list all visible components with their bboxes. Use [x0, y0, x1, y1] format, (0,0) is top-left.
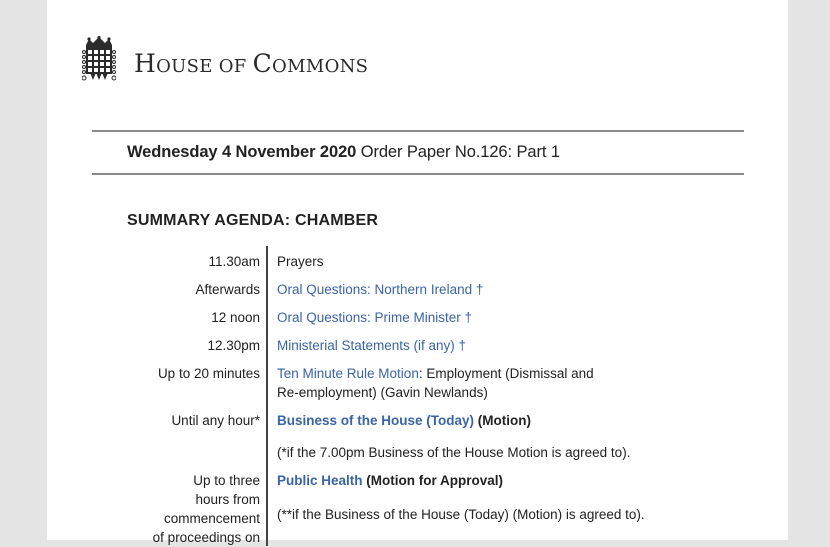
agenda-time: Afterwards: [195, 282, 260, 297]
top-rule: [92, 130, 744, 132]
agenda-time: 11.30am: [208, 254, 260, 269]
house-of-commons-logo: [82, 36, 368, 82]
agenda-item: Ten Minute Rule Motion: Employment (Dismissal and Re-employment) (Gavin Newlands): [277, 366, 594, 400]
agenda-link-ten-minute-rule[interactable]: Ten Minute Rule Motion: [277, 366, 419, 381]
order-paper-number: Order Paper No.126: Part 1: [360, 143, 560, 161]
order-paper-title: [127, 143, 560, 162]
order-paper-date: Wednesday 4 November 2020: [127, 143, 357, 161]
agenda-item: Prayers: [277, 254, 324, 269]
agenda-item: Business of the House (Today) (Motion): [277, 413, 532, 428]
agenda-link-public-health[interactable]: Public Health: [277, 473, 363, 488]
agenda-time: 12.30pm: [207, 338, 260, 353]
agenda-link-business-of-the-house[interactable]: Business of the House (Today): [277, 413, 475, 428]
agenda-item: Public Health (Motion for Approval): [277, 473, 503, 488]
logo-wordmark: HOUSE OF COMMONS: [134, 48, 369, 78]
portcullis-icon: [82, 36, 116, 82]
agenda-link-oral-questions-pm[interactable]: Oral Questions: Prime Minister †: [277, 310, 473, 325]
agenda-time: Up to 20 minutes: [157, 366, 260, 381]
order-paper-page: [47, 0, 788, 545]
agenda-link-oral-questions-ni[interactable]: Oral Questions: Northern Ireland †: [277, 282, 484, 297]
agenda-link-ministerial-statements[interactable]: Ministerial Statements (if any) †: [277, 338, 467, 353]
agenda-divider: [266, 246, 268, 546]
section-title: SUMMARY AGENDA: CHAMBER: [127, 212, 379, 229]
agenda-note: (*if the 7.00pm Business of the House Motion is agreed to).: [277, 445, 631, 460]
agenda-time: Up to three hours from commencement of proceedings on: [152, 473, 260, 545]
agenda-note: (**if the Business of the House (Today) (Motion) is agreed to).: [277, 507, 645, 522]
agenda-time: 12 noon: [211, 310, 260, 325]
agenda-time: Until any hour*: [171, 413, 260, 428]
bottom-rule: [92, 173, 744, 175]
